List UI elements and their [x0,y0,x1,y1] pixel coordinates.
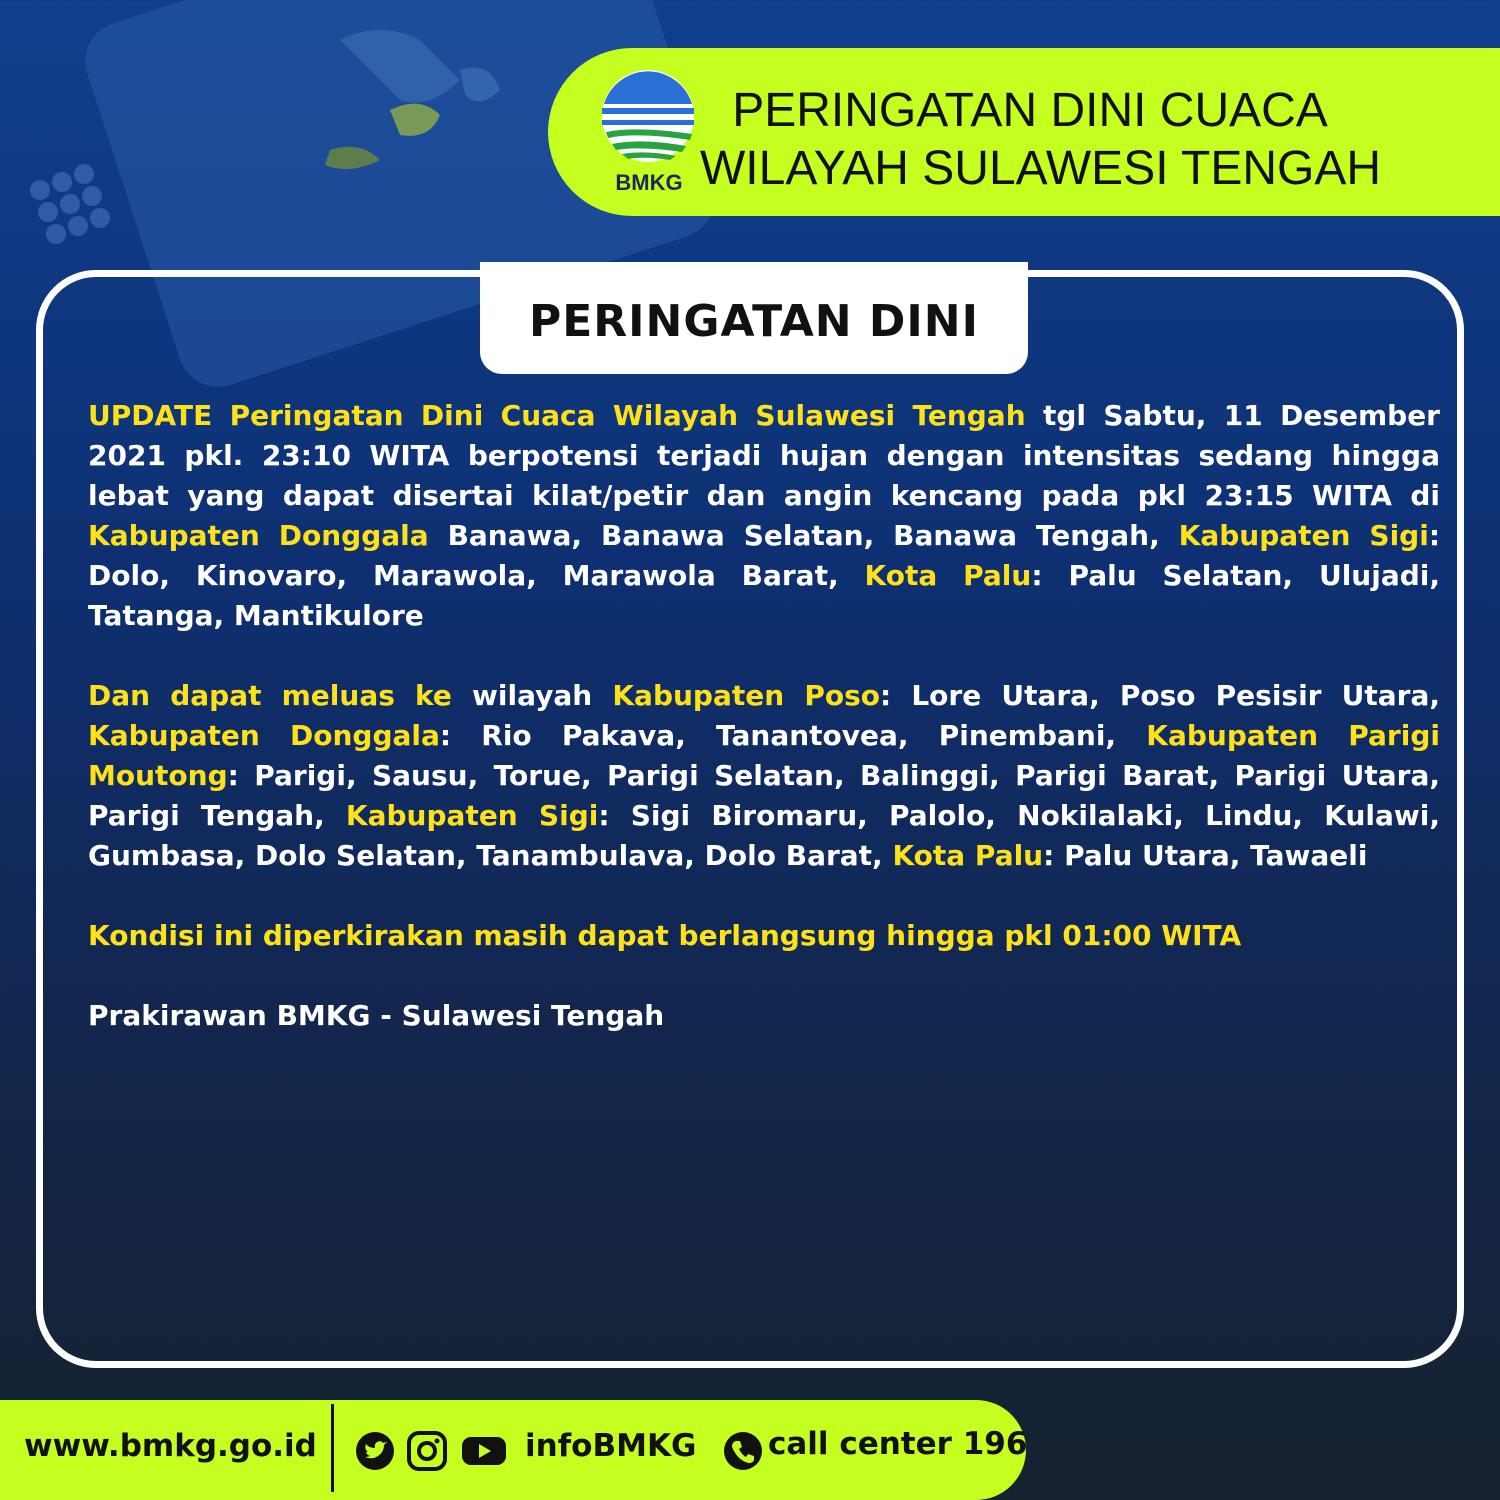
website-link[interactable]: www.bmkg.go.id [24,1428,317,1464]
phone-icon [722,1430,764,1472]
logo-label: BMKG [615,170,683,195]
youtube-icon[interactable] [460,1430,508,1472]
footer-divider [331,1404,334,1492]
paragraph-expansion [88,676,1440,876]
body-text: : Lore Utara, Poso Pesisir Utara, [879,679,1440,712]
highlight-region: Kabupaten Poso [612,679,880,712]
highlight-region: Kabupaten Donggala [88,719,440,752]
page-title [700,82,1382,198]
body-text: wilayah [451,679,613,712]
body-text: : Rio Pakava, Tanantovea, Pinembani, [439,719,1147,752]
highlight-region: Kabupaten Sigi [345,799,599,832]
highlight-region: Kota Palu [864,559,1032,592]
card-title: PERINGATAN DINI [528,295,979,347]
paragraph-update [88,396,1440,636]
highlight-region: Kabupaten Sigi [1178,519,1429,552]
body-text: tgl Sabtu, 11 Desember 2021 pkl. 23:10 WITA berpotensi terjadi hujan dengan intensitas sedang hingga lebat yang dapat disertai kilat/petir dan angin kencang pada pkl 23:15 WITA di [88,399,1440,512]
title-line-1: PERINGATAN DINI CUACA [732,84,1328,137]
paragraph-condition: Kondisi ini diperkirakan masih dapat berlangsung hingga pkl 01:00 WITA [88,919,1242,952]
body-text: Banawa, Banawa Selatan, Banawa Tengah, [428,519,1179,552]
highlight-region: Kabupaten Parigi Moutong [88,719,1440,792]
warning-content [88,396,1440,1076]
call-center[interactable]: call center 196 [768,1426,1028,1462]
card-tab [480,262,1028,374]
body-text: : Sigi Biromaru, Palolo, Nokilalaki, Lindu, Kulawi, Gumbasa, Dolo Selatan, Tanambulava, Dolo Barat, [88,799,1440,872]
body-text: : Palu Selatan, Ulujadi, Tatanga, Mantikulore [88,559,1441,632]
twitter-icon[interactable] [354,1430,396,1472]
highlight-region: Kabupaten Donggala [88,519,429,552]
social-handle[interactable]: infoBMKG [525,1428,697,1464]
highlight-text: UPDATE Peringatan Dini Cuaca Wilayah Sulawesi Tengah [88,399,1026,432]
highlight-region: Kota Palu [892,839,1044,872]
body-text: : Parigi, Sausu, Torue, Parigi Selatan, Balinggi, Parigi Barat, Parigi Utara, Parigi Tengah, [88,759,1440,832]
body-text: : Dolo, Kinovaro, Marawola, Marawola Barat, [88,519,1441,592]
body-text: : Palu Utara, Tawaeli [1043,839,1368,872]
title-line-2: WILAYAH SULAWESI TENGAH [700,142,1382,195]
instagram-icon[interactable] [406,1430,448,1472]
signature: Prakirawan BMKG - Sulawesi Tengah [88,999,665,1032]
highlight-text: Dan dapat meluas ke [88,679,452,712]
